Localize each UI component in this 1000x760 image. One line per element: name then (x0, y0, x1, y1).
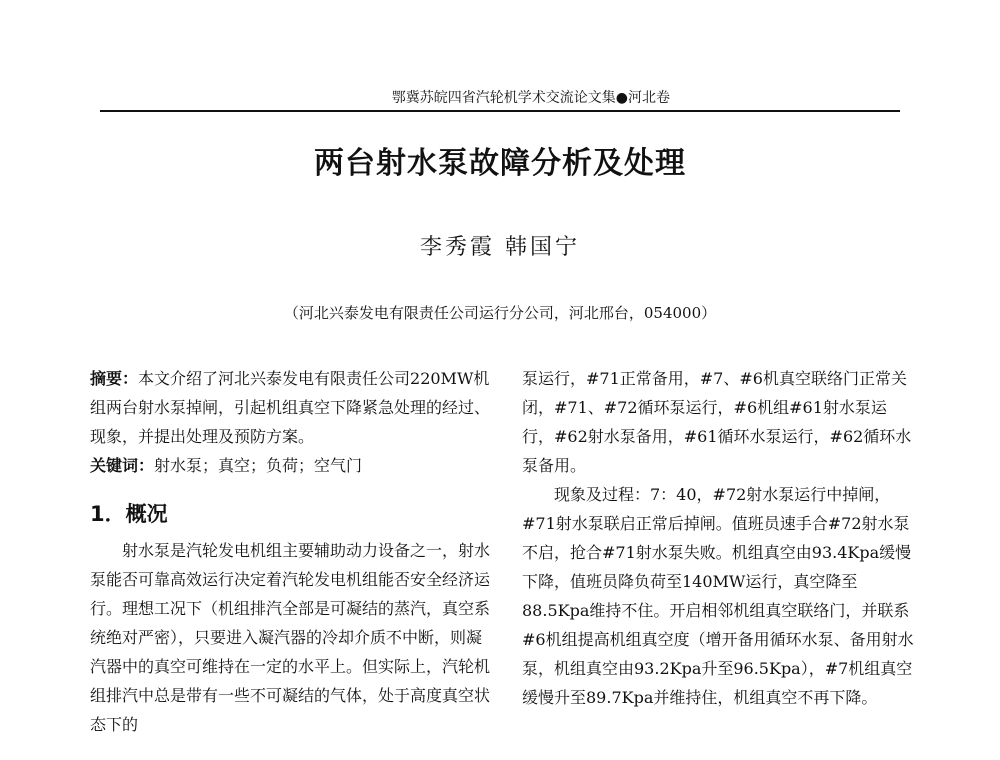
article-authors: 李秀霞 韩国宁 (420, 235, 580, 260)
left-column (90, 364, 490, 739)
equipment-status-paragraph: 泵运行，#71正常备用，#7、#6机真空联络门正常关闭，#71、#72循环泵运行，#6机组#61射水泵运行，#62射水泵备用，#61循环水泵运行，#62循环水泵备用。 (522, 369, 912, 475)
section-title-overview: 1．概况 (90, 502, 168, 526)
keywords (90, 451, 490, 480)
abstract (90, 364, 490, 451)
keywords-text: 射水泵；真空；负荷；空气门 (154, 456, 363, 475)
running-header-title: 鄂冀苏皖四省汽轮机学术交流论文集●河北卷 (391, 90, 670, 106)
article-affiliation: （河北兴泰发电有限责任公司运行分公司，河北邢台，054000） (283, 304, 717, 322)
keywords-label: 关键词： (90, 456, 155, 475)
running-header (100, 88, 900, 112)
overview-paragraph: 射水泵是汽轮发电机组主要辅助动力设备之一，射水泵能否可靠高效运行决定着汽轮发电机组能否安全经济运行。理想工况下（机组排汽全部是可凝结的蒸汽，真空系统绝对严密），只要进入凝汽器的冷却介质不中断，则凝汽器中的真空可维持在一定的水平上。但实际上，汽轮机组排汽中总是带有一些不可凝结的气体，处于高度真空状态下的 (90, 541, 491, 734)
article-title: 两台射水泵故障分析及处理 (314, 146, 686, 181)
abstract-text: 本文介绍了河北兴泰发电有限责任公司220MW机组两台射水泵掉闸，引起机组真空下降紧急处理的经过、现象，并提出处理及预防方案。 (90, 369, 491, 446)
incident-process-paragraph: 现象及过程：7：40，#72射水泵运行中掉闸，#71射水泵联启正常后掉闸。值班员速手合#72射水泵不启，抢合#71射水泵失败。机组真空由93.4Kpa缓慢下降，值班员降负荷至140MW运行，真空降至88.5Kpa维持不住。开启相邻机组真空联络门，并联系#6机组提高机组真空度（增开备用循环水泵、备用射水泵，机组真空由93.2Kpa升至96.5Kpa），#7机组真空缓慢升至89.7Kpa并维持住，机组真空不再下降。 (522, 485, 914, 707)
abstract-label: 摘要： (90, 369, 139, 388)
right-column (522, 364, 914, 712)
